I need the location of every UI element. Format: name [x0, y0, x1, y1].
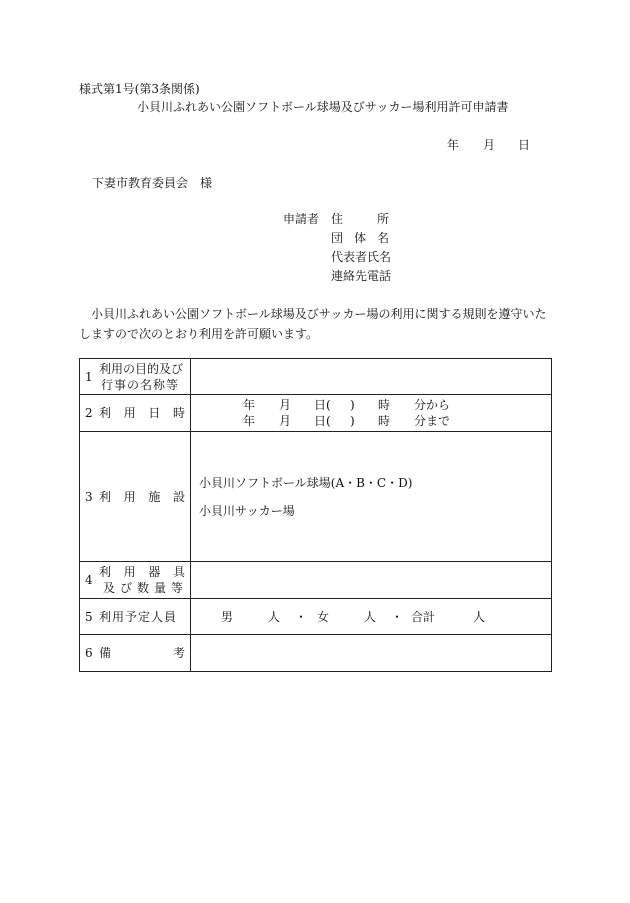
label-char: 団	[331, 231, 344, 245]
row-number: 2	[85, 406, 93, 420]
applicant-org-label	[331, 232, 389, 244]
facility-soccer[interactable]: 小貝川サッカー場	[199, 503, 295, 518]
label-char: 具	[172, 565, 185, 579]
date-year-label: 年	[447, 138, 460, 152]
day-label: 日(	[314, 414, 331, 428]
row-number: 6	[85, 646, 93, 660]
year-label: 年	[243, 398, 256, 412]
unit-label: 人	[473, 609, 486, 624]
label-char: 及	[103, 581, 116, 595]
people-field[interactable]	[191, 599, 552, 635]
facility-softball[interactable]: 小貝川ソフトボール球場(A・B・C・D)	[199, 475, 413, 490]
separator: ・	[295, 609, 308, 624]
label-char: 体	[353, 231, 366, 245]
intro-text: 小貝川ふれあい公園ソフトボール球場及びサッカー場の利用に関する規則を遵守いたしますので次のとおり利用を許可願います。	[79, 307, 547, 341]
female-label: 女	[317, 609, 330, 624]
label-char: 所	[376, 212, 389, 226]
label-char: 用	[123, 489, 136, 504]
remarks-field[interactable]	[191, 635, 552, 672]
hour-label: 時	[378, 414, 391, 428]
label-char: 利	[99, 489, 112, 504]
month-label: 月	[279, 414, 292, 428]
total-label: 合計	[411, 609, 436, 624]
row2-label	[80, 395, 191, 432]
row1-label-line1: 利用の目的及び	[99, 361, 184, 376]
male-label: 男	[221, 609, 234, 624]
applicant-rep-label: 代表者氏名	[331, 250, 392, 264]
minute-from-label: 分から	[414, 398, 451, 412]
row5-label-text: 利用予定人員	[99, 609, 178, 624]
date-day-label: 日	[518, 138, 531, 152]
label-char: 用	[123, 406, 136, 420]
datetime-field[interactable]	[191, 395, 552, 432]
label-char: 利	[99, 565, 112, 579]
row-number: 4	[85, 573, 93, 587]
row-number: 3	[85, 489, 93, 504]
label-char: 設	[172, 489, 185, 504]
label-char: 等	[170, 581, 183, 595]
table-row	[80, 395, 552, 432]
row4-label	[80, 562, 191, 599]
label-char: 考	[172, 646, 185, 660]
row1-label-line2: 行事の名称等	[101, 377, 180, 392]
label-char: び	[119, 581, 132, 595]
label-char: 日	[148, 406, 161, 420]
label-char: 時	[172, 406, 185, 420]
row1-label	[80, 359, 191, 395]
people-counts	[191, 611, 551, 623]
datetime-from	[191, 397, 551, 413]
table-row	[80, 635, 552, 672]
row6-label	[80, 635, 191, 672]
date-month-label: 月	[483, 138, 496, 152]
row3-label	[80, 432, 191, 562]
applicant-label: 申請者	[283, 212, 320, 226]
label-char: 用	[123, 565, 136, 579]
row-number: 1	[85, 369, 93, 384]
row-number: 5	[85, 609, 93, 624]
facility-field[interactable]	[191, 432, 552, 562]
label-char: 量	[153, 581, 166, 595]
unit-label: 人	[268, 609, 281, 624]
day-label: 日(	[314, 398, 331, 412]
row5-label	[80, 599, 191, 635]
datetime-to	[191, 413, 551, 429]
table-row	[80, 432, 552, 562]
label-char: 器	[148, 565, 161, 579]
addressee: 下妻市教育委員会 様	[92, 176, 213, 190]
form-title: 小貝川ふれあい公園ソフトボール球場及びサッカー場利用許可申請書	[137, 100, 509, 114]
application-table	[79, 358, 552, 672]
equipment-field[interactable]	[191, 562, 552, 599]
weekday-close: )	[350, 414, 355, 428]
label-char: 施	[148, 489, 161, 504]
unit-label: 人	[364, 609, 377, 624]
year-label: 年	[243, 414, 256, 428]
label-char: 利	[99, 406, 112, 420]
purpose-field[interactable]	[191, 359, 552, 395]
label-char: 備	[99, 646, 112, 660]
table-row	[80, 599, 552, 635]
hour-label: 時	[378, 398, 391, 412]
separator: ・	[391, 609, 404, 624]
label-char: 数	[136, 581, 149, 595]
month-label: 月	[279, 398, 292, 412]
table-row	[80, 562, 552, 599]
minute-to-label: 分まで	[414, 414, 451, 428]
weekday-close: )	[350, 398, 355, 412]
label-char: 名	[376, 231, 389, 245]
applicant-address-label	[331, 213, 389, 225]
label-char: 住	[331, 212, 344, 226]
form-number: 様式第1号(第3条関係)	[79, 82, 200, 96]
applicant-phone-label: 連絡先電話	[331, 269, 392, 283]
table-row	[80, 359, 552, 395]
